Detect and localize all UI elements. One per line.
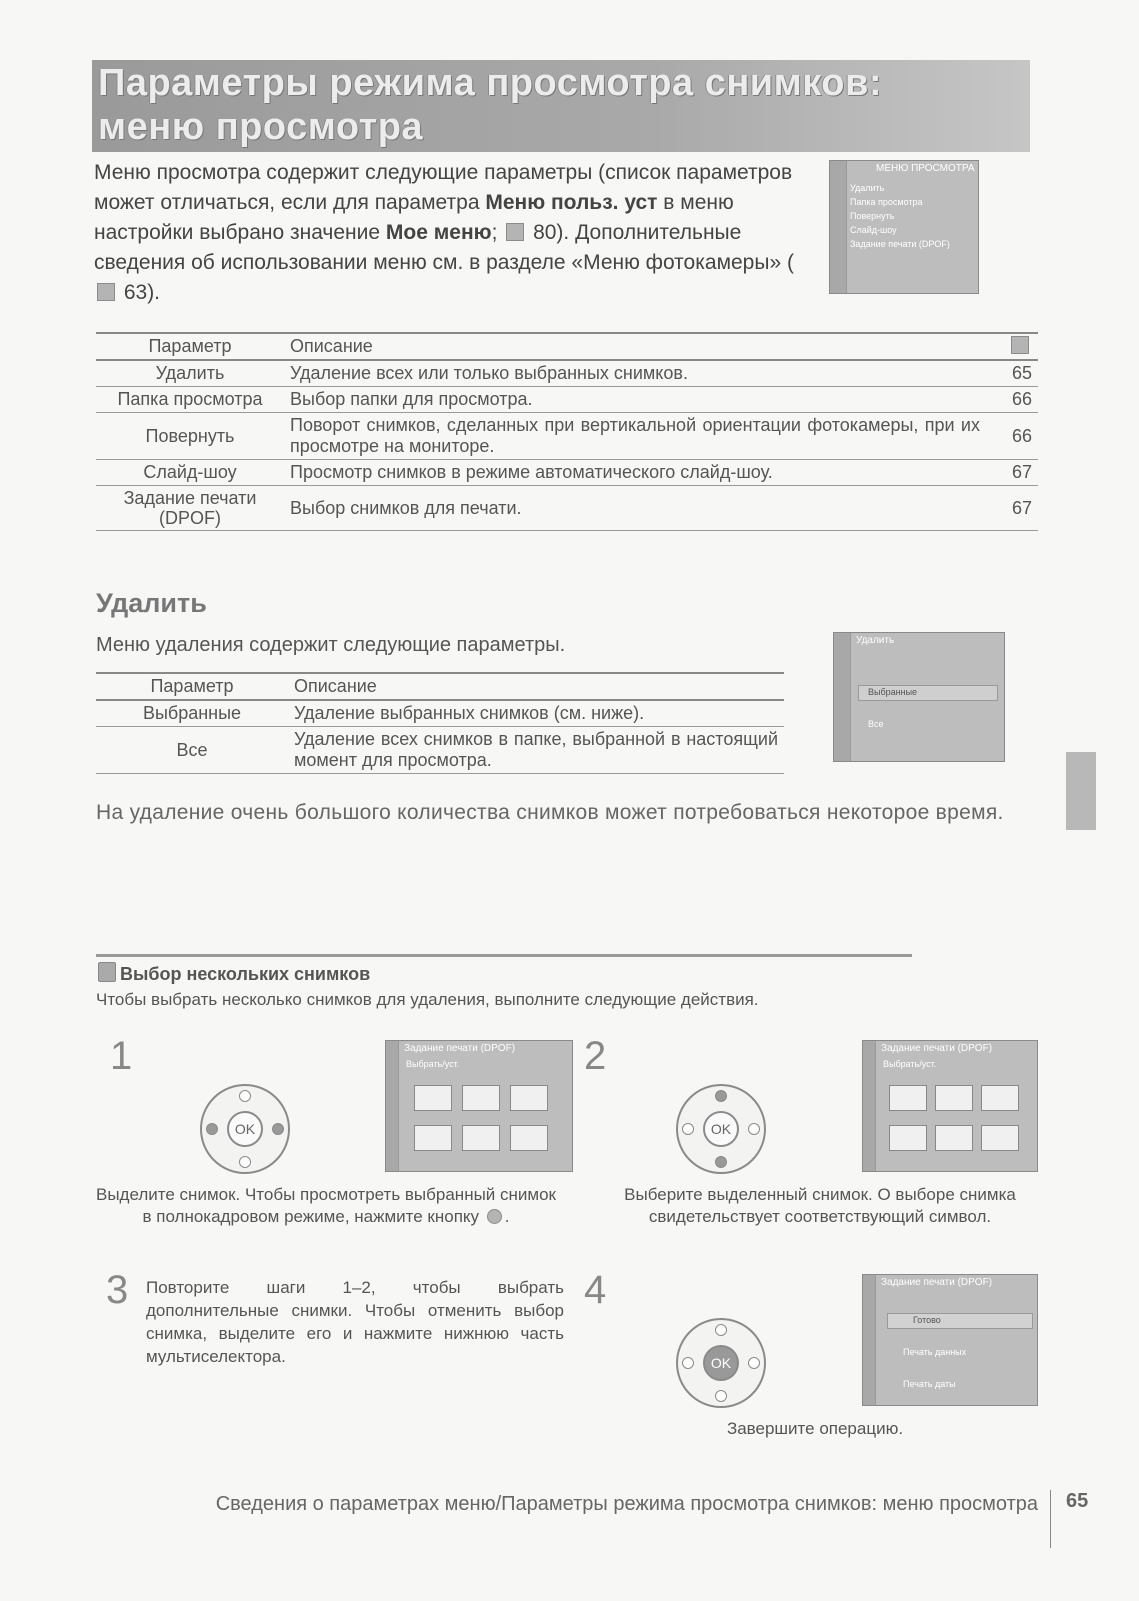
option-name: Выбранные: [96, 700, 288, 727]
screen-item: Повернуть: [850, 211, 895, 221]
step2-caption: Выберите выделенный снимок. О выборе снимка свидетельствует соответствующий символ.: [624, 1185, 1016, 1226]
thumbnail: [414, 1125, 452, 1151]
param-desc: Удаление всех или только выбранных снимков.: [284, 360, 986, 387]
table-header: Параметр: [96, 673, 288, 700]
page-title-line1: Параметры режима просмотра снимков:: [98, 62, 883, 104]
multi-selector-icon: [676, 1318, 766, 1408]
table-row: [96, 387, 1038, 413]
multi-selector-icon: [200, 1084, 290, 1174]
step4-caption: Завершите операцию.: [726, 1419, 904, 1438]
table-row: [96, 486, 1038, 531]
section-heading-delete: Удалить: [96, 588, 207, 618]
screen-item: Задание печати (DPOF): [850, 239, 950, 249]
delete-menu-screen: [833, 632, 1005, 762]
dial-up-icon: [715, 1324, 727, 1336]
caption-text: .: [504, 1207, 510, 1226]
divider: [96, 954, 912, 957]
param-page: 66: [986, 387, 1038, 413]
table-row: [96, 727, 784, 774]
param-page: 67: [986, 460, 1038, 486]
thumbnail: [889, 1085, 927, 1111]
playback-menu-screen: [829, 160, 979, 294]
page-reference-icon: [506, 223, 524, 241]
screen-subtitle: Выбрать/уст.: [883, 1059, 937, 1069]
zoom-button-icon: [487, 1209, 502, 1224]
dial-up-icon: [239, 1090, 251, 1102]
section-tab-marker: [1066, 752, 1096, 830]
intro-text: в меню настройки выбрано значение: [94, 191, 734, 244]
screen-title: МЕНЮ ПРОСМОТРА: [876, 163, 975, 174]
table-header-row: [96, 673, 784, 700]
intro-paragraph: [94, 158, 794, 308]
screen-item: Печать даты: [903, 1379, 956, 1389]
delete-note: На удаление очень большого количества снимков может потребоваться некоторое время.: [96, 801, 1004, 824]
caption-text: Выделите снимок. Чтобы просмотреть выбранный снимок в полнокадровом режиме, нажмите кнопку: [96, 1185, 556, 1226]
thumbnail: [935, 1085, 973, 1111]
dial-left-icon: [206, 1123, 218, 1135]
option-name: Все: [96, 727, 288, 774]
menu-sidebar: [863, 1041, 876, 1171]
table-header: Описание: [284, 333, 986, 360]
thumbnail: [981, 1125, 1019, 1151]
param-desc: Поворот снимков, сделанных при вертикальной ориентации фотокамеры, при их просмотре на мониторе.: [284, 413, 986, 460]
page-ref-header: [986, 333, 1038, 360]
dpof-screen-step1: [385, 1040, 573, 1172]
param-name: Слайд-шоу: [96, 460, 284, 486]
option-desc: Удаление выбранных снимков (см. ниже).: [288, 700, 784, 727]
step-number: 3: [106, 1268, 129, 1312]
dial-down-icon: [715, 1390, 727, 1402]
title-banner: [92, 60, 1030, 152]
screen-title: Задание печати (DPOF): [881, 1277, 993, 1288]
intro-bold-value: Мое меню: [385, 221, 492, 244]
selected-option-highlight: [887, 1313, 1033, 1329]
screen-item: Слайд-шоу: [850, 225, 897, 235]
menu-sidebar: [834, 633, 851, 761]
param-name: Задание печати (DPOF): [96, 486, 284, 531]
dial-left-icon: [682, 1357, 694, 1369]
dpof-final-screen: [862, 1274, 1038, 1406]
intro-text: Меню просмотра содержит следующие параметры (список параметров может отличаться, если для параметра: [94, 161, 793, 214]
dial-down-icon: [715, 1156, 727, 1168]
table-row: [96, 460, 1038, 486]
step1-caption: [96, 1184, 556, 1228]
param-desc: Выбор снимков для печати.: [284, 486, 986, 531]
thumbnail: [462, 1085, 500, 1111]
menu-sidebar: [830, 161, 847, 293]
dial-right-icon: [748, 1357, 760, 1369]
dial-up-icon: [715, 1090, 727, 1102]
thumbnail: [510, 1085, 548, 1111]
screen-title: Задание печати (DPOF): [881, 1043, 993, 1054]
param-page: 67: [986, 486, 1038, 531]
dial-right-icon: [272, 1123, 284, 1135]
step3-caption: Повторите шаги 1–2, чтобы выбрать дополнительные снимки. Чтобы отменить выбор снимка, выделите его и нажмите нижнюю часть мультиселектора.: [146, 1278, 564, 1366]
table-header-row: [96, 333, 1038, 360]
param-desc: Выбор папки для просмотра.: [284, 387, 986, 413]
menu-sidebar: [386, 1041, 399, 1171]
page-title-line2: меню просмотра: [98, 106, 424, 148]
dial-right-icon: [748, 1123, 760, 1135]
intro-bold-setting: Меню польз. уст: [485, 191, 658, 214]
params-table: [96, 332, 1038, 531]
multi-select-intro: Чтобы выбрать несколько снимков для удаления, выполните следующие действия.: [96, 990, 759, 1009]
param-name: Повернуть: [96, 413, 284, 460]
thumbnail: [889, 1125, 927, 1151]
param-page: 65: [986, 360, 1038, 387]
thumbnail: [414, 1085, 452, 1111]
dial-down-icon: [239, 1156, 251, 1168]
page-number: 65: [1066, 1490, 1089, 1512]
table-row: [96, 700, 784, 727]
tip-icon: [98, 962, 116, 982]
step-number: 1: [110, 1034, 133, 1078]
ok-button-icon: OK: [703, 1111, 739, 1147]
param-desc: Просмотр снимков в режиме автоматического слайд-шоу.: [284, 460, 986, 486]
option-desc: Удаление всех снимков в папке, выбранной в настоящий момент для просмотра.: [288, 727, 784, 774]
menu-sidebar: [863, 1275, 876, 1405]
thumbnail: [462, 1125, 500, 1151]
intro-text: 80). Дополнительные сведения об использовании меню см. в разделе «Меню фотокамеры» (: [94, 221, 794, 274]
footer-breadcrumb: Сведения о параметрах меню/Параметры режима просмотра снимков: меню просмотра: [215, 1493, 1038, 1515]
table-header: Параметр: [96, 333, 284, 360]
screen-title: Удалить: [856, 635, 895, 646]
multi-select-heading: Выбор нескольких снимков: [120, 964, 371, 984]
table-row: [96, 360, 1038, 387]
table-header: Описание: [288, 673, 784, 700]
delete-options-table: [96, 672, 784, 774]
page-reference-icon: [1011, 336, 1029, 354]
thumbnail: [510, 1125, 548, 1151]
delete-intro: Меню удаления содержит следующие параметры.: [96, 634, 566, 656]
footer-divider: [1050, 1490, 1051, 1548]
param-page: 66: [986, 413, 1038, 460]
ok-button-icon: OK: [227, 1111, 263, 1147]
step-number: 4: [584, 1268, 607, 1312]
thumbnail: [981, 1085, 1019, 1111]
dial-left-icon: [682, 1123, 694, 1135]
multi-selector-icon: [676, 1084, 766, 1174]
intro-text: 63).: [118, 281, 161, 304]
page-reference-icon: [97, 283, 115, 301]
screen-subtitle: Выбрать/уст.: [406, 1059, 460, 1069]
table-row: [96, 413, 1038, 460]
screen-item: Папка просмотра: [850, 197, 923, 207]
intro-text: ;: [491, 221, 504, 244]
screen-item: Печать данных: [903, 1347, 967, 1357]
dpof-screen-step2: [862, 1040, 1038, 1172]
screen-item: Удалить: [850, 183, 885, 193]
ok-button-icon: OK: [703, 1345, 739, 1381]
step-number: 2: [584, 1034, 607, 1078]
screen-item: Выбранные: [868, 687, 918, 697]
thumbnail: [935, 1125, 973, 1151]
screen-item: Все: [868, 719, 884, 729]
screen-title: Задание печати (DPOF): [404, 1043, 516, 1054]
screen-item: Готово: [913, 1315, 941, 1325]
param-name: Удалить: [96, 360, 284, 387]
param-name: Папка просмотра: [96, 387, 284, 413]
